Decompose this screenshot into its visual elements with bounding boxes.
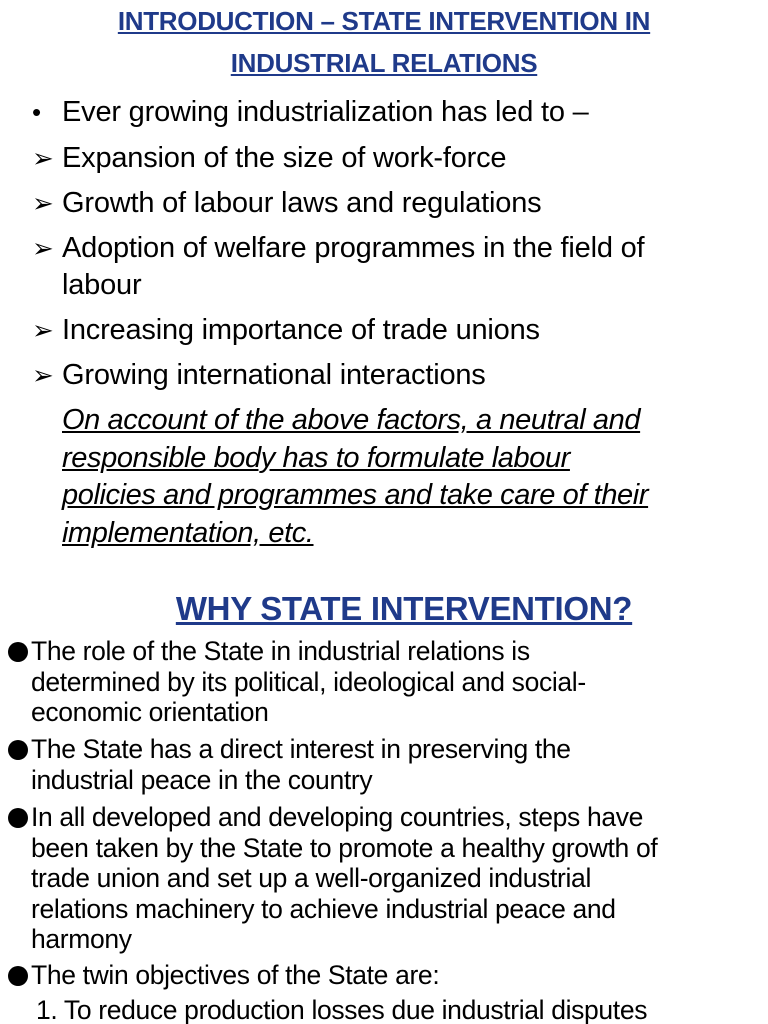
why-point-text: The State has a direct interest in preserving the industrial peace in the country <box>31 734 571 795</box>
factor-text: Growing international interactions <box>62 359 486 391</box>
conclusion-paragraph: On account of the above factors, a neutral and responsible body has to formulate labour policies and programmes and take care of their implementation, etc. <box>62 404 649 549</box>
objective-item-1: 1. To reduce production losses due industrial disputes <box>36 995 648 1024</box>
arrow-bullet-icon: ➢ <box>32 143 54 173</box>
bullet-dot-icon: • <box>32 97 41 127</box>
why-point-text: The role of the State in industrial relations is determined by its political, ideological and social- economic orientation <box>31 636 586 727</box>
bullet-dot-icon <box>8 740 28 760</box>
bullet-dot-icon <box>8 966 28 986</box>
arrow-bullet-icon: ➢ <box>32 188 54 218</box>
factor-text: Increasing importance of trade unions <box>62 314 540 346</box>
why-point-text: The twin objectives of the State are: <box>31 960 440 990</box>
arrow-bullet-icon: ➢ <box>32 360 54 390</box>
factor-text: Growth of labour laws and regulations <box>62 187 542 219</box>
slide-title-line-2: INDUSTRIAL RELATIONS <box>230 48 538 78</box>
slide-title-line-1: INTRODUCTION – STATE INTERVENTION IN <box>117 6 651 36</box>
factor-text: labour <box>62 269 142 301</box>
bullet-dot-icon <box>8 642 28 662</box>
why-state-intervention-heading: WHY STATE INTERVENTION? <box>175 590 633 627</box>
factor-text: Adoption of welfare programmes in the field of <box>62 232 645 264</box>
arrow-bullet-icon: ➢ <box>32 233 54 263</box>
arrow-bullet-icon: ➢ <box>32 315 54 345</box>
intro-bullet-text: Ever growing industrialization has led to – <box>62 96 589 128</box>
why-point-text: In all developed and developing countries, steps have been taken by the State to promote a healthy growth of trade union and set up a well-organized industrial relations machinery to achieve industrial peace and harmony <box>31 802 658 954</box>
factor-text: Expansion of the size of work-force <box>62 142 507 174</box>
bullet-dot-icon <box>8 808 28 828</box>
